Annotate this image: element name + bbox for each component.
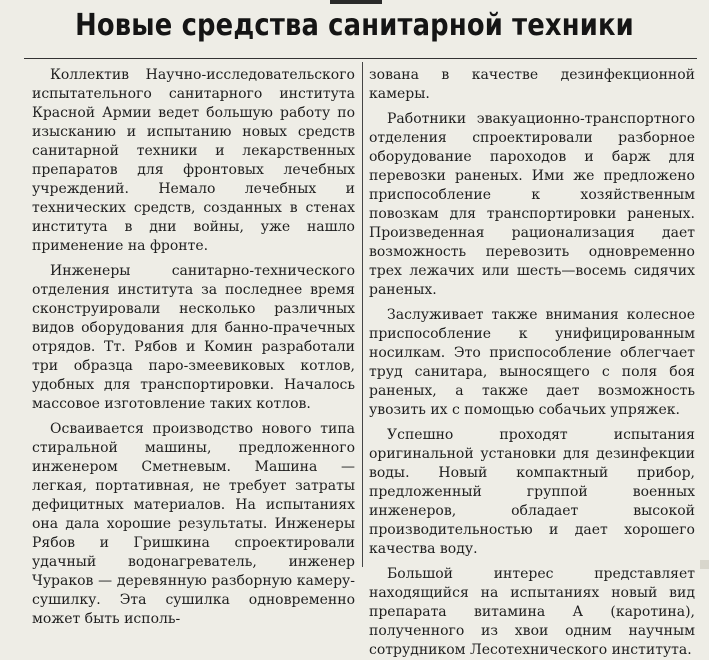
top-rule xyxy=(330,0,382,4)
page-edge xyxy=(700,560,709,569)
right-column xyxy=(369,66,695,660)
headline-rule xyxy=(24,58,697,59)
left-column xyxy=(32,66,355,629)
paragraph: Работники эвакуационно-транспортного отделения спроектировали разборное оборудование пароходов и барж для перевозки раненых. Ими же предложено приспособление к хозяйственным повозкам для транспортировки раненых. Произведенная рационализация дает возможность перевозить одновременно трех лежачих или шесть—восемь сидячих раненых. xyxy=(369,111,695,298)
paragraph: Коллектив Научно-исследовательского испытательного санитарного института Красной Армии ведет большую работу по изысканию и испытанию новых средств санитарной техники и лекарственных препаратов для фронтовых лечебных учреждений. Немало лечебных и технических средств, созданных в стенах института в дни войны, уже нашло применение на фронте. xyxy=(32,67,355,254)
paragraph: Большой интерес представляет находящийся на испытаниях новый вид препарата витамина А (каротина), полученного из хвои одним научным сотрудником Лесотехнического института. xyxy=(369,566,695,658)
paragraph: Инженеры санитарно-технического отделения института за последнее время сконструировали несколько различных видов оборудования для банно-прачечных отрядов. Тт. Рябов и Комин разработали три образца паро-змеевиковых котлов, удобных для транспортировки. Началось массовое изготовление таких котлов. xyxy=(32,263,355,412)
paragraph: Успешно проходят испытания оригинальной установки для дезинфекции воды. Новый компактный прибор, предложенный группой военных инженеров, обладает высокой производительностью и дает хорошего качества воду. xyxy=(369,427,695,557)
column-divider xyxy=(362,62,363,567)
paragraph-continuation: зована в качестве дезинфекционной камеры. xyxy=(369,67,695,102)
paragraph: Осваивается производство нового типа стиральной машины, предложенного инженером Сметневым. Машина — легкая, портативная, не требует затраты дефицитных материалов. На испытаниях она дала хорошие результаты. Инженеры Рябов и Гришкина спроектировали удачный водонагреватель, инженер Чураков — деревянную разборную камеру-сушилку. Эта сушилка одновременно может быть исполь- xyxy=(32,421,355,627)
article-headline: Новые средства санитарной техники xyxy=(75,8,634,43)
paragraph: Заслуживает также внимания колесное приспособление к унифицированным носилкам. Это приспособление облегчает труд санитара, выносящего с поля боя раненых, а также дает возможность увозить их с помощью собачьих упряжек. xyxy=(369,307,695,418)
